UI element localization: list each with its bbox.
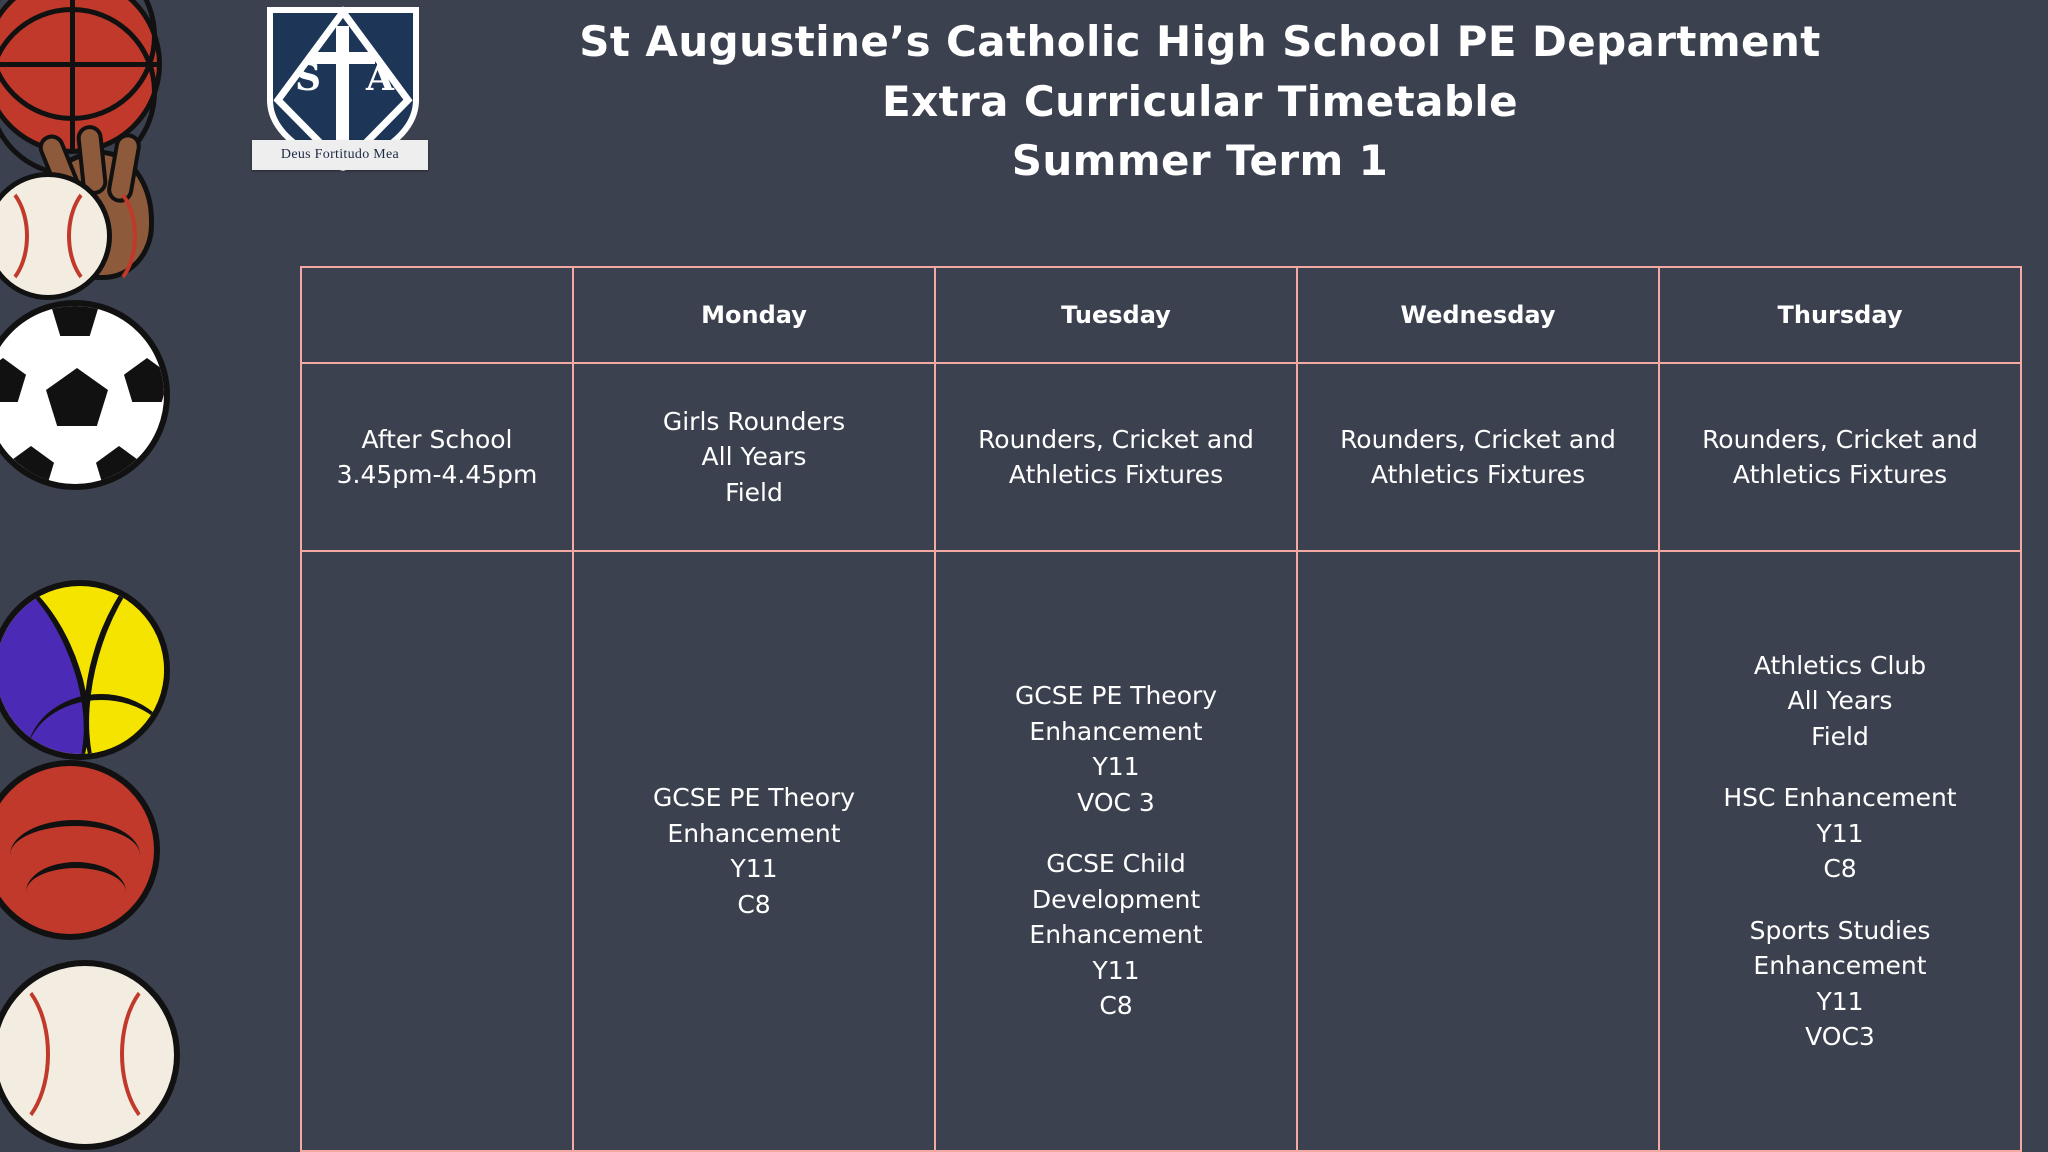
svg-text:S: S (295, 57, 321, 99)
cell-tuesday-after-school (935, 363, 1297, 551)
cell-text-line: Field (725, 477, 783, 507)
cell-text-line: HSC Enhancement (1723, 783, 1957, 812)
cell-text-line: 3.45pm-4.45pm (336, 460, 538, 489)
red-ball-icon (0, 760, 160, 940)
cell-text-line: GCSE PE Theory (652, 783, 856, 812)
cell-text-line: After School (361, 424, 513, 454)
svg-text:A: A (366, 57, 394, 99)
cell-text-line: Y11 (1092, 955, 1140, 985)
cell-text-line: Sports Studies (1749, 915, 1931, 945)
cell-text-line: GCSE PE Theory (1014, 681, 1218, 711)
volleyball-icon (0, 580, 170, 760)
header-wednesday: Wednesday (1297, 267, 1659, 363)
timetable-head (301, 267, 2021, 363)
cell-time-after-school (301, 363, 573, 551)
cell-tuesday-enhancement (935, 551, 1297, 1151)
baseball-icon-bottom (0, 960, 180, 1150)
cell-spacer (1668, 754, 2012, 780)
header-thursday: Thursday (1659, 267, 2021, 363)
cell-text-line: Field (1811, 721, 1869, 751)
cell-text-line: Y11 (730, 854, 778, 883)
baseball-icon-top (0, 172, 112, 300)
timetable-header-row (301, 267, 2021, 363)
cell-text-line: C8 (737, 889, 771, 919)
cell-time-enhancement (301, 551, 573, 1151)
cell-wednesday-after-school (1297, 363, 1659, 551)
header-blank (301, 267, 573, 363)
table-row-enhancement (301, 551, 2021, 1151)
cell-text-line: GCSE Child (1046, 849, 1186, 879)
cell-text-line: C8 (1099, 991, 1133, 1021)
title-line-3: Summer Term 1 (1011, 136, 1389, 186)
cell-text-line: Girls Rounders (662, 406, 846, 436)
cell-thursday-enhancement (1659, 551, 2021, 1151)
school-crest (258, 4, 428, 184)
cell-text-line: Y11 (1092, 752, 1140, 782)
cell-text-line: Athletics Fixtures (1732, 460, 1948, 489)
timetable-body (301, 363, 2021, 1151)
cell-spacer (944, 820, 1288, 846)
cell-text-line: Enhancement (1029, 920, 1203, 950)
header-monday: Monday (573, 267, 935, 363)
cell-text-line: All Years (1787, 686, 1893, 715)
cell-wednesday-enhancement (1297, 551, 1659, 1151)
table-row-after-school (301, 363, 2021, 551)
cell-text-line: All Years (701, 442, 807, 472)
cell-text-line: Rounders, Cricket and (1702, 424, 1978, 454)
crest-motto-text: Deus Fortitudo Mea (280, 147, 400, 162)
crest-motto-banner (252, 140, 428, 170)
cell-text-line: VOC3 (1805, 1022, 1875, 1051)
cell-text-line: Rounders, Cricket and (1340, 424, 1616, 454)
page-title (440, 12, 1960, 191)
cell-text-line: Enhancement (1029, 716, 1203, 746)
header-tuesday: Tuesday (935, 267, 1297, 363)
cell-text-line: Athletics Fixtures (1008, 460, 1224, 489)
cell-text-line: Rounders, Cricket and (978, 424, 1254, 454)
cell-text-line: Enhancement (667, 818, 841, 848)
cell-text-line: Development (1031, 884, 1201, 914)
extra-curricular-timetable (300, 266, 2022, 1152)
football-icon (0, 300, 170, 490)
cell-text-line: VOC 3 (1077, 787, 1155, 817)
title-line-2: Extra Curricular Timetable (881, 76, 1518, 126)
cell-text-line: Y11 (1816, 818, 1864, 848)
cell-text-line: Athletics Club (1753, 650, 1927, 680)
cell-text-line: C8 (1823, 854, 1857, 883)
cell-monday-after-school (573, 363, 935, 551)
cell-thursday-after-school (1659, 363, 2021, 551)
cell-spacer (1668, 887, 2012, 913)
cell-text-line: Athletics Fixtures (1370, 460, 1586, 489)
sports-equipment-decoration (0, 0, 190, 1152)
cell-monday-enhancement (573, 551, 935, 1151)
title-line-1: St Augustine’s Catholic High School PE Department (579, 17, 1821, 66)
cell-text-line: Y11 (1816, 986, 1864, 1016)
cell-text-line: Enhancement (1753, 951, 1927, 980)
